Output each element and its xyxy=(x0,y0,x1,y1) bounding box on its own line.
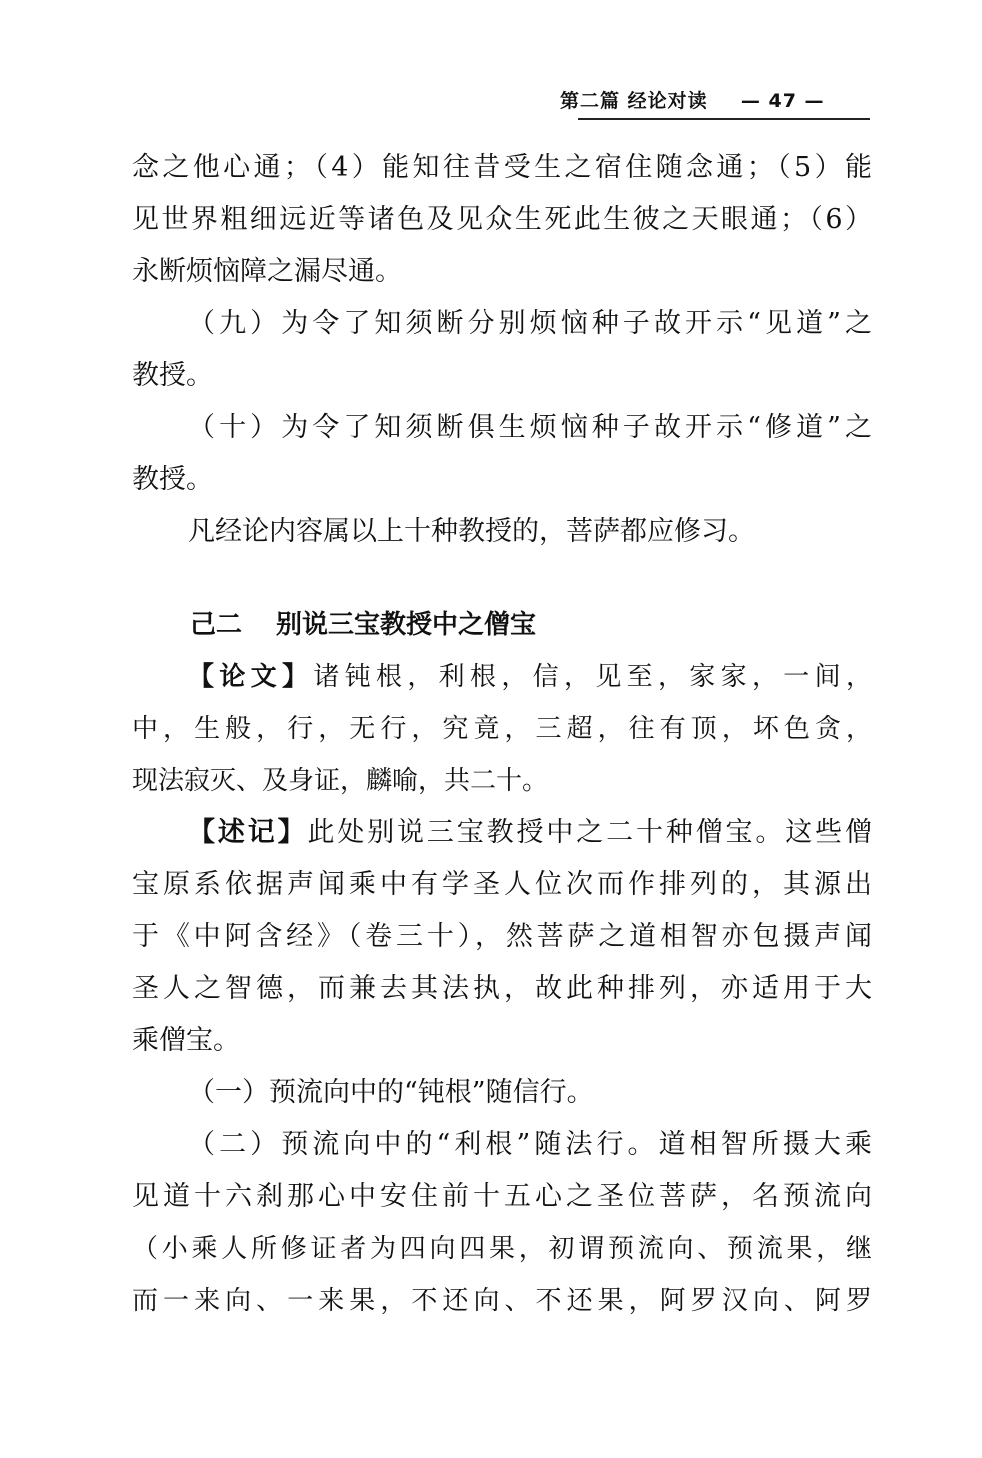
running-header xyxy=(560,86,870,113)
shuji-line: 于《中阿含经》（卷三十），然菩萨之道相智亦包摄声闻 xyxy=(132,921,872,952)
lunwen-line xyxy=(188,657,872,697)
shuji-line: 宝原系依据声闻乘中有学圣人位次而作排列的，其源出 xyxy=(132,869,872,900)
item-line: 见道十六刹那心中安住前十五心之圣位菩萨，名预流向 xyxy=(132,1181,872,1212)
text-line: 凡经论内容属以上十种教授的，菩萨都应修习。 xyxy=(188,516,755,547)
section-heading xyxy=(190,605,536,645)
lunwen-line: 中，生般，行，无行，究竟，三超，往有顶，坏色贪， xyxy=(132,714,872,744)
item-line: （二）预流向中的“利根”随法行。道相智所摄大乘 xyxy=(188,1129,872,1160)
text-line: 永断烦恼障之漏尽通。 xyxy=(132,256,402,287)
text-line: 教授。 xyxy=(132,464,213,495)
text-line: （十）为令了知须断俱生烦恼种子故开示“修道”之 xyxy=(188,412,872,443)
shuji-tag: 【述记】 xyxy=(188,817,308,848)
text-line: （九）为令了知须断分别烦恼种子故开示“见道”之 xyxy=(188,308,872,339)
item-line: 而一来向、一来果，不还向、不还果，阿罗汉向、阿罗 xyxy=(132,1286,872,1316)
item-line: （一）预流向中的“钝根”随信行。 xyxy=(188,1077,594,1108)
header-section-title: 第二篇 经论对读 xyxy=(560,90,708,112)
text-line: 教授。 xyxy=(132,360,213,391)
lunwen-line: 现法寂灭、及身证，麟喻，共二十。 xyxy=(132,766,549,796)
item-line: （小乘人所修证者为四向四果，初谓预流向、预流果，继 xyxy=(132,1234,872,1264)
shuji-line xyxy=(188,813,872,853)
heading-number: 己二 xyxy=(190,610,243,640)
page-number: — 47 — xyxy=(740,90,825,112)
text-line: 见世界粗细远近等诸色及见众生死此生彼之天眼通；（6） xyxy=(132,204,872,235)
shuji-text: 此处别说三宝教授中之二十种僧宝。这些僧 xyxy=(307,817,873,848)
shuji-line: 乘僧宝。 xyxy=(132,1025,240,1056)
shuji-line: 圣人之智德，而兼去其法执，故此种排列，亦适用于大 xyxy=(132,973,872,1004)
text-line: 念之他心通；（4）能知往昔受生之宿住随念通；（5）能 xyxy=(132,152,872,183)
lunwen-tag: 【论文】 xyxy=(188,662,314,692)
heading-title: 别说三宝教授中之僧宝 xyxy=(276,610,537,640)
header-rule xyxy=(578,118,870,120)
lunwen-text: 诸钝根，利根，信，见至，家家，一间， xyxy=(313,662,872,692)
